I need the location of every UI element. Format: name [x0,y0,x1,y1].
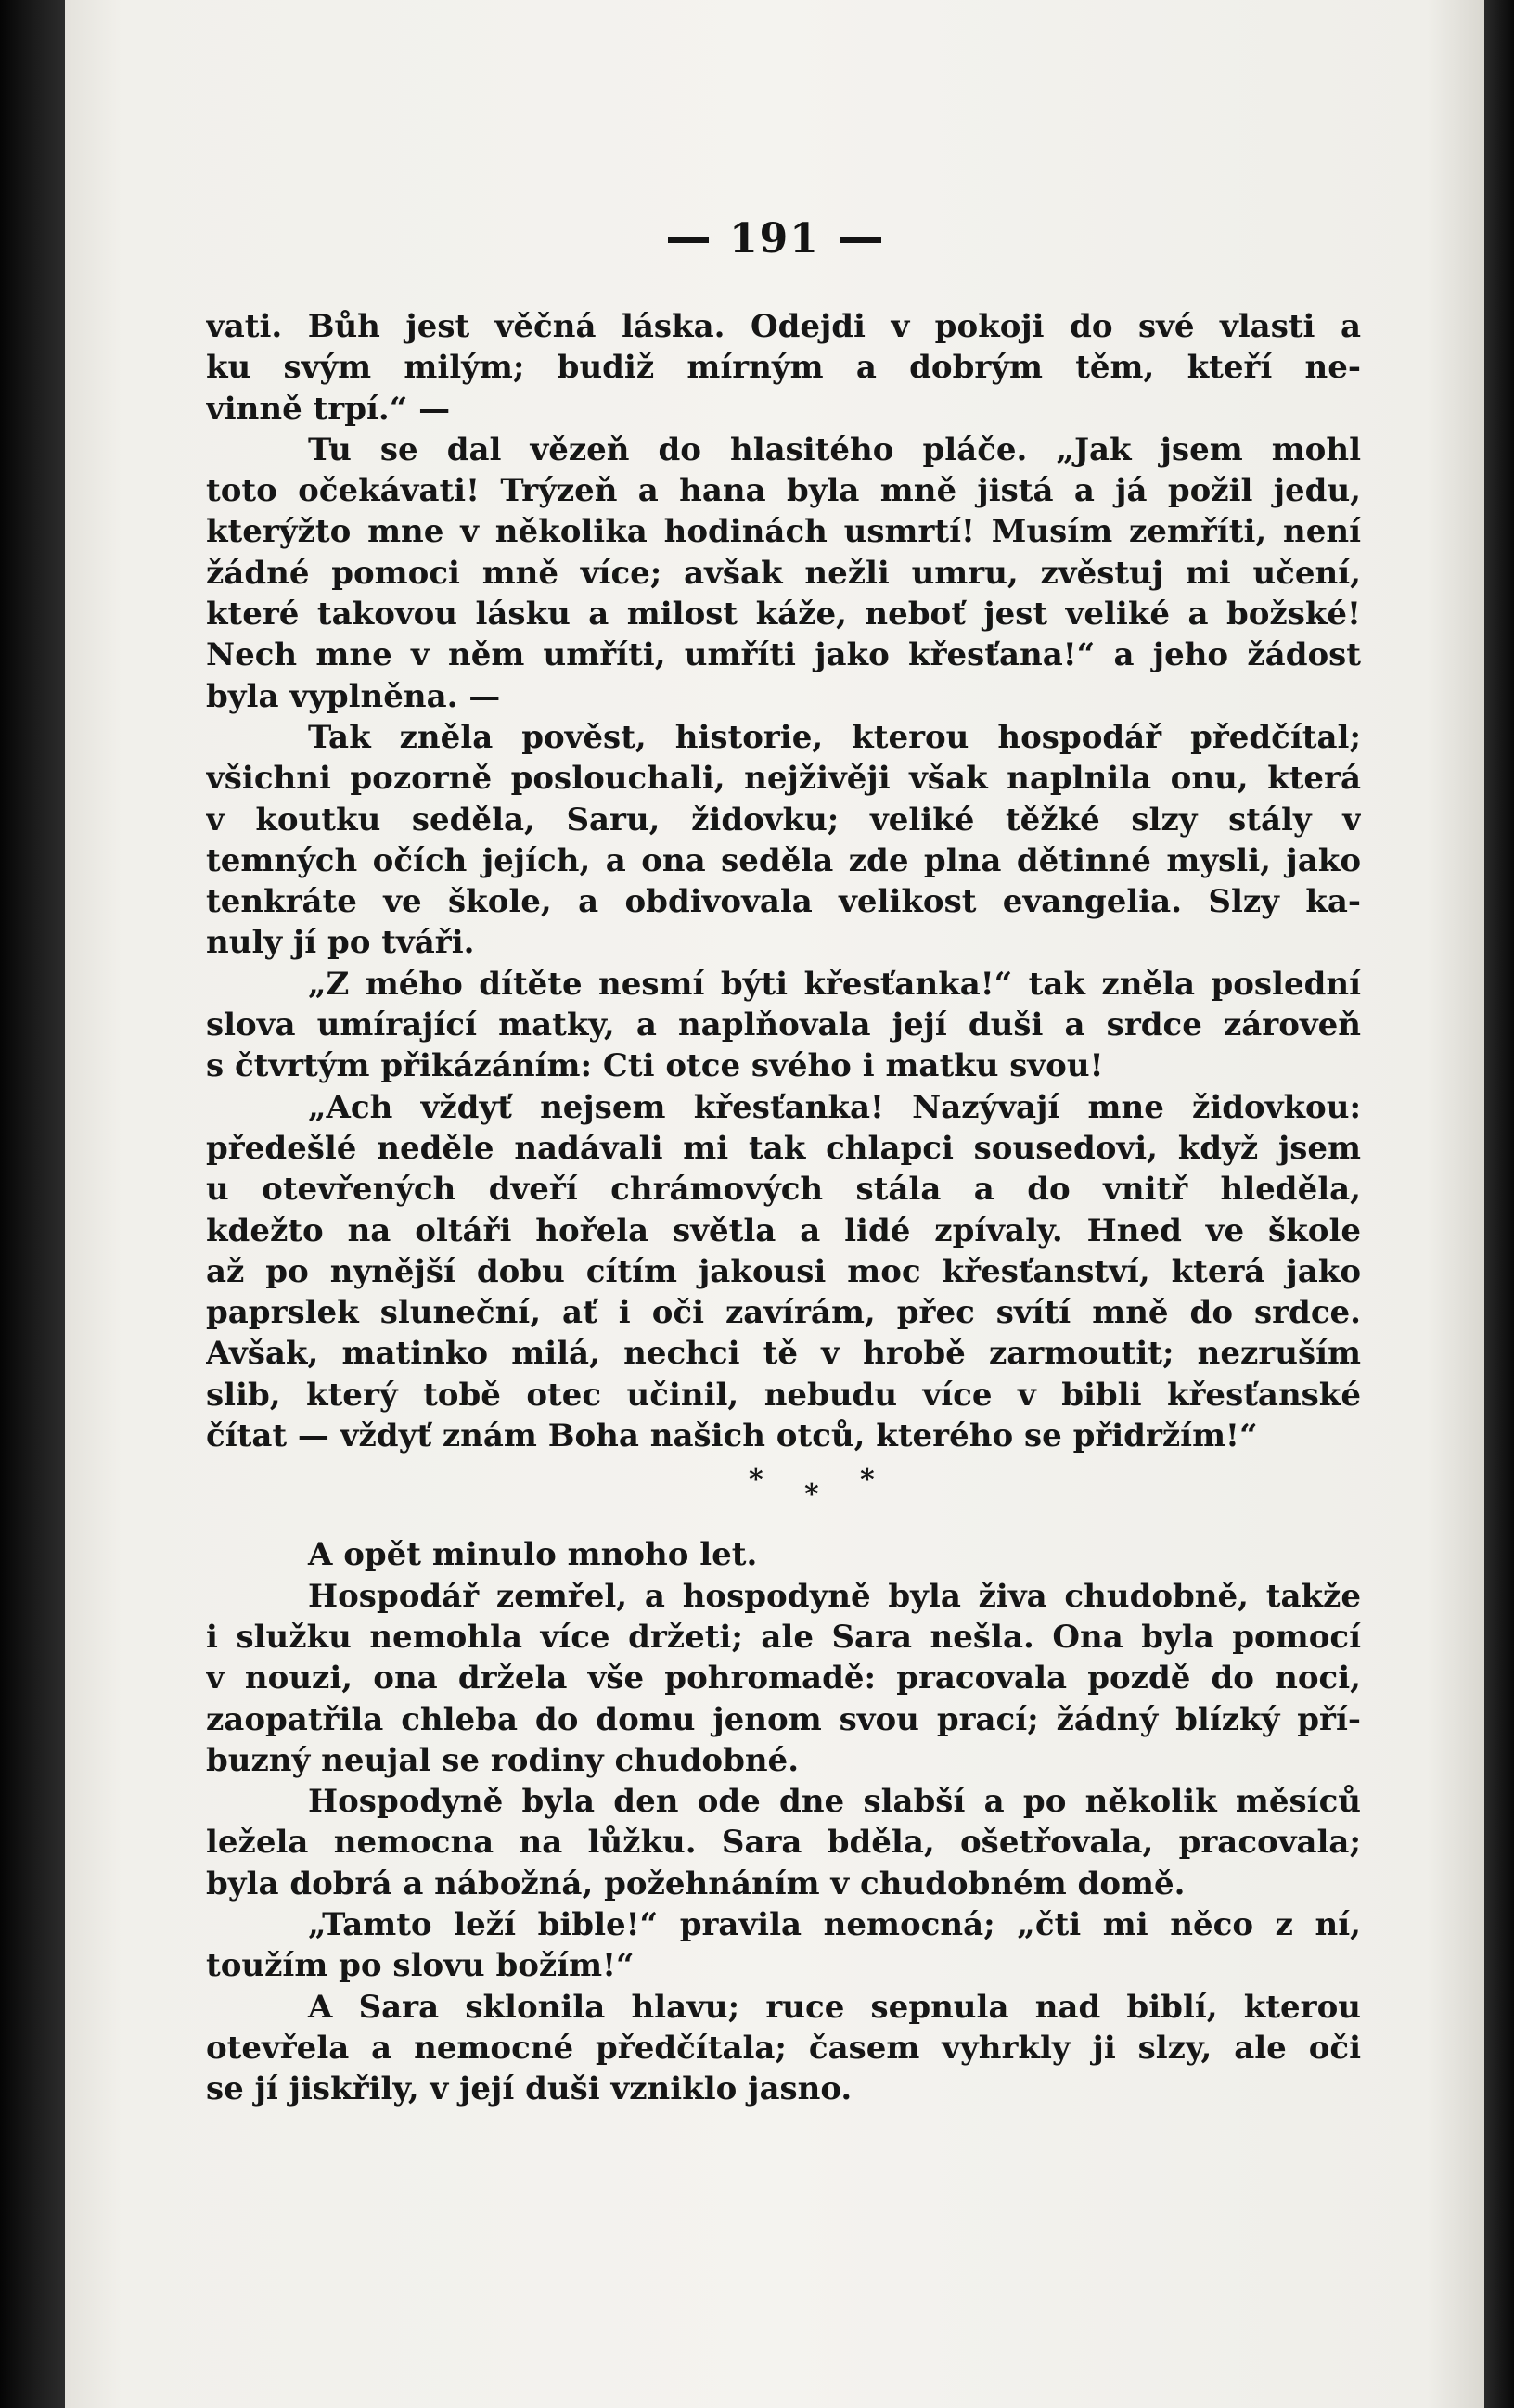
text-line: čítat — vždyť znám Boha našich otců, kterého se přidržím!“ [206,1417,1258,1455]
text-line: u otevřených dveří chrámových stála a do vnitř hleděla, [206,1171,1361,1209]
text-line: Nech mne v něm umříti, umříti jako křesťana!“ a jeho žádost [206,636,1361,674]
paragraph [206,429,1361,717]
text-line: Tu se dal vězeň do hlasitého pláče. „Jak jsem mohl [308,430,1361,468]
paragraph [206,1781,1361,1904]
text-line: vati. Bůh jest věčná láska. Odejdi v pokoji do své vlasti a [206,308,1361,345]
text-line: zaopatřila chleba do domu jenom svou prací; žádný blízký pří- [206,1700,1361,1738]
text-line: které takovou lásku a milost káže, neboť jest veliké a božské! [206,596,1361,634]
page-number-dash-left [668,237,709,243]
text-line: kdežto na oltáři hořela světla a lidé zpívaly. Hned ve škole [206,1211,1361,1249]
text-line: toto očekávati! Trýzeň a hana byla mně jistá a já požil jedu, [206,472,1361,510]
scan-border-left [0,0,65,2408]
text-line: slib, který tobě otec učinil, nebudu více v bibli křesťanské [206,1376,1361,1414]
text-line: paprslek sluneční, ať i oči zavírám, přec svítí mně do srdce. [206,1294,1361,1332]
paragraph [206,1087,1361,1457]
text-line: i služku nemohla více držeti; ale Sara nešla. Ona byla pomocí [206,1618,1361,1656]
book-page [65,0,1484,2408]
text-line: otevřela a nemocné předčítala; časem vyhrkly ji slzy, ale oči [206,2029,1361,2067]
page-number-dash-right [840,237,881,243]
asterisk: * [804,1479,819,1512]
text-line: v koutku seděla, Saru, židovku; veliké těžké slzy stály v [206,801,1361,839]
text-line: Hospodyně byla den ode dne slabší a po několik měsíců [308,1783,1361,1821]
text-line: temných očích jejích, a ona seděla zde plna dětinné mysli, jako [206,841,1361,879]
text-line: žádné pomoci mně více; avšak nežli umru, zvěstuj mi učení, [206,554,1361,592]
text-line: kterýžto mne v několika hodinách usmrtí! Musím zemříti, není [206,513,1361,551]
page-number [65,215,1484,263]
paragraph [206,306,1361,429]
paragraph [206,964,1361,1087]
text-line: Hospodář zemřel, a hospodyně byla živa chudobně, takže [308,1577,1361,1615]
text-line: „Z mého dítěte nesmí býti křesťanka!“ tak zněla poslední [308,965,1361,1003]
text-line: byla vyplněna. — [206,677,501,715]
scan-border-right [1484,0,1514,2408]
asterisk: * [860,1464,875,1497]
text-line: slova umírající matky, a naplňovala její duši a srdce zároveň [206,1006,1361,1044]
text-line: toužím po slovu božím!“ [206,1947,635,1985]
text-line: ležela nemocna na lůžku. Sara bděla, ošetřovala, pracovala; [206,1824,1361,1862]
text-line: nuly jí po tváři. [206,924,475,962]
paragraph [206,1987,1361,2110]
text-line: A opět minulo mnoho let. [308,1536,758,1574]
paragraph [206,717,1361,964]
asterisk: * [749,1464,763,1497]
text-line: až po nynější dobu cítím jakousi moc křesťanství, která jako [206,1252,1361,1290]
text-line: vinně trpí.“ — [206,390,451,428]
paragraph [206,1576,1361,1781]
text-line: Avšak, matinko milá, nechci tě v hrobě zarmoutit; nezruším [206,1335,1361,1373]
page-number-value: 191 [729,215,820,263]
text-line: s čtvrtým přikázáním: Cti otce svého i matku svou! [206,1047,1104,1085]
text-line: tenkráte ve škole, a obdivovala velikost evangelia. Slzy ka- [206,883,1361,921]
text-line: předešlé neděle nadávali mi tak chlapci sousedovi, když jsem [206,1129,1361,1167]
section-break [206,1456,1361,1514]
body-text [206,306,1361,2109]
text-line: byla dobrá a nábožná, požehnáním v chudobném domě. [206,1864,1186,1902]
text-line: všichni pozorně poslouchali, nejživěji však naplnila onu, která [206,760,1361,798]
text-line: Tak zněla pověst, historie, kterou hospodář předčítal; [308,718,1361,756]
text-line: „Ach vždyť nejsem křesťanka! Nazývají mne židovkou: [308,1088,1361,1126]
text-line: buzný neujal se rodiny chudobné. [206,1741,800,1779]
text-line: A Sara sklonila hlavu; ruce sepnula nad biblí, kterou [308,1988,1361,2026]
text-line: v nouzi, ona držela vše pohromadě: pracovala pozdě do noci, [206,1659,1361,1697]
text-line: ku svým milým; budiž mírným a dobrým těm, kteří ne- [206,349,1361,387]
paragraph [206,1904,1361,1987]
paragraph [206,1534,1361,1575]
text-line: „Tamto leží bible!“ pravila nemocná; „čti mi něco z ní, [308,1905,1361,1943]
text-line: se jí jiskřily, v její duši vzniklo jasno. [206,2070,853,2108]
